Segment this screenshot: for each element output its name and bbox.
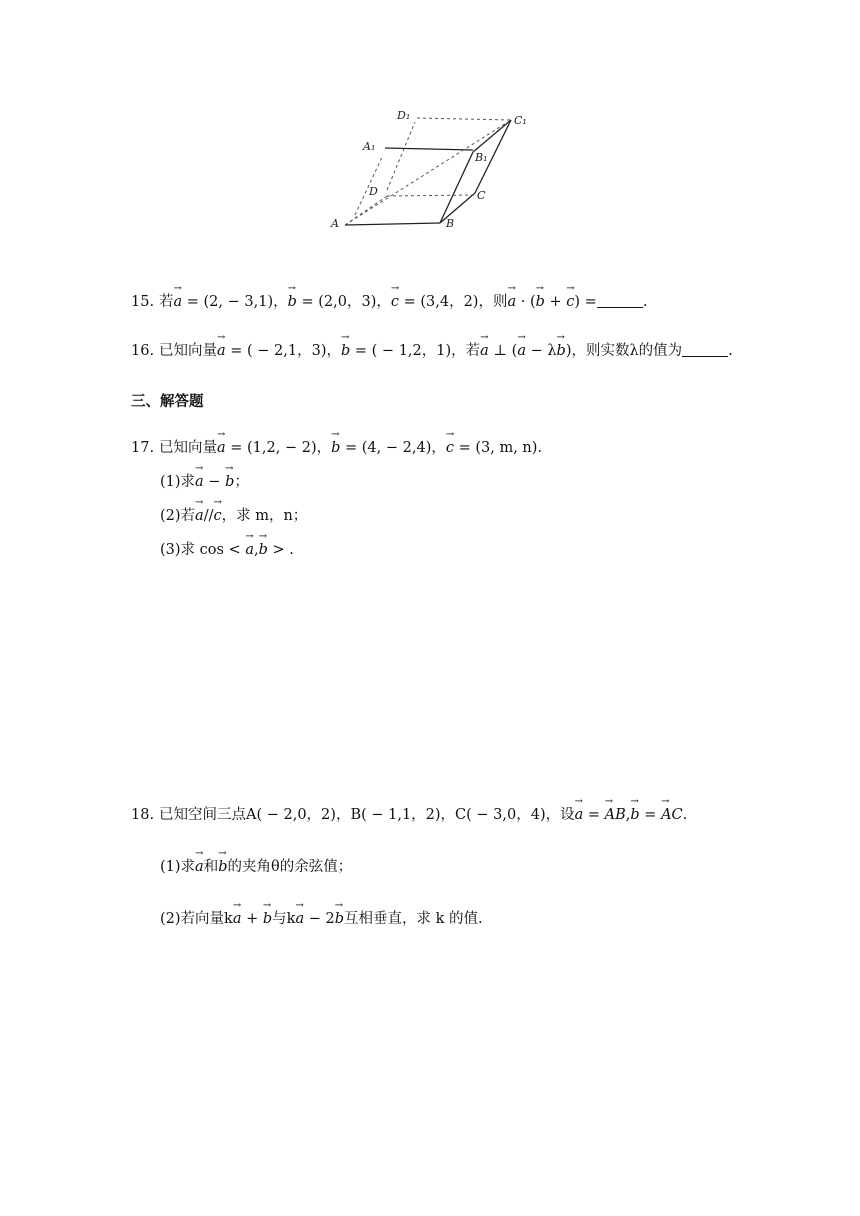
question-15: 15. 若→ a = (2, − 3,1)，→ b = (2,0，3)，→ c = (3,4，2)，则→ a · (→ b + → c) = . [131, 292, 647, 312]
vector-a: → a [217, 438, 226, 458]
vector-a: → a [480, 341, 489, 361]
edge-A-B [345, 223, 440, 225]
edge-D-D1 [387, 122, 415, 190]
vector-b: → b [335, 909, 344, 929]
vector-b: → b [288, 292, 297, 312]
edge-B1-C1 [473, 120, 511, 152]
answer-blank [597, 293, 643, 308]
vector-a: → a [517, 341, 526, 361]
label-A1: A₁ [363, 140, 376, 153]
vector-c: → c [213, 506, 221, 526]
label-C1: C₁ [514, 114, 527, 127]
edge-D-C [387, 195, 475, 196]
question-17-part-2: (2)若→ a//→ c，求 m，n； [160, 506, 307, 526]
edge-B-B1 [440, 152, 473, 223]
label-D1: D₁ [397, 109, 411, 122]
label-B1: B₁ [475, 151, 488, 164]
vector-a: → a [233, 909, 242, 929]
vector-a: → a [507, 292, 516, 312]
edge-A-C1 [345, 120, 511, 225]
vector-b: → b [331, 438, 340, 458]
vector-c: → c [391, 292, 399, 312]
vector-b: → b [218, 857, 227, 877]
vector-b: → b [263, 909, 272, 929]
question-16: 16. 已知向量→ a = ( − 2,1，3)，→ b = ( − 1,2，1)，若→ a ⊥ (→ a − λ→ b)，则实数λ的值为 . [131, 341, 733, 361]
label-C: C [477, 189, 486, 202]
vector-b: → b [225, 472, 234, 492]
label-D: D [369, 185, 378, 198]
vector-b: → b [630, 805, 639, 825]
question-number: 18. [131, 807, 155, 823]
vector-AC: → AC [661, 805, 683, 825]
section-heading: 三、解答题 [131, 394, 204, 410]
vector-c: → c [566, 292, 574, 312]
label-A: A [331, 217, 339, 230]
question-number: 15. [131, 294, 155, 310]
vector-a: → a [195, 472, 204, 492]
question-17: 17. 已知向量→ a = (1,2, − 2)，→ b = (4, − 2,4)，→ c = (3, m, n). [131, 438, 542, 458]
label-B: B [446, 217, 455, 230]
parallelepiped-figure [325, 100, 540, 235]
question-17-part-1: (1)求→ a − → b； [160, 472, 249, 492]
answer-blank [682, 342, 728, 357]
vector-a: → a [174, 292, 183, 312]
vector-a: → a [245, 540, 254, 560]
question-number: 16. [131, 343, 155, 359]
vector-a: → a [295, 909, 304, 929]
question-18-part-1: (1)求→ a和→ b的夹角θ的余弦值； [160, 857, 352, 877]
edge-A1-B1 [385, 148, 473, 150]
question-17-part-3: (3)求 cos < → a,→ b > . [160, 540, 294, 560]
edge-D1-C1 [417, 118, 511, 120]
vector-a: → a [195, 506, 204, 526]
vector-b: → b [341, 341, 350, 361]
vector-b: → b [557, 341, 566, 361]
vector-a: → a [195, 857, 204, 877]
question-18-part-2: (2)若向量k→ a + → b与k→ a − 2→ b互相垂直，求 k 的值. [160, 909, 483, 929]
vector-b: → b [536, 292, 545, 312]
vector-AB: → AB [605, 805, 626, 825]
vector-c: → c [446, 438, 454, 458]
question-18: 18. 已知空间三点A( − 2,0，2)，B( − 1,1，2)，C( − 3,0，4)，设→ a = → AB,→ b = → AC. [131, 805, 687, 825]
vector-b: → b [259, 540, 268, 560]
vector-a: → a [575, 805, 584, 825]
vector-a: → a [217, 341, 226, 361]
question-number: 17. [131, 440, 155, 456]
